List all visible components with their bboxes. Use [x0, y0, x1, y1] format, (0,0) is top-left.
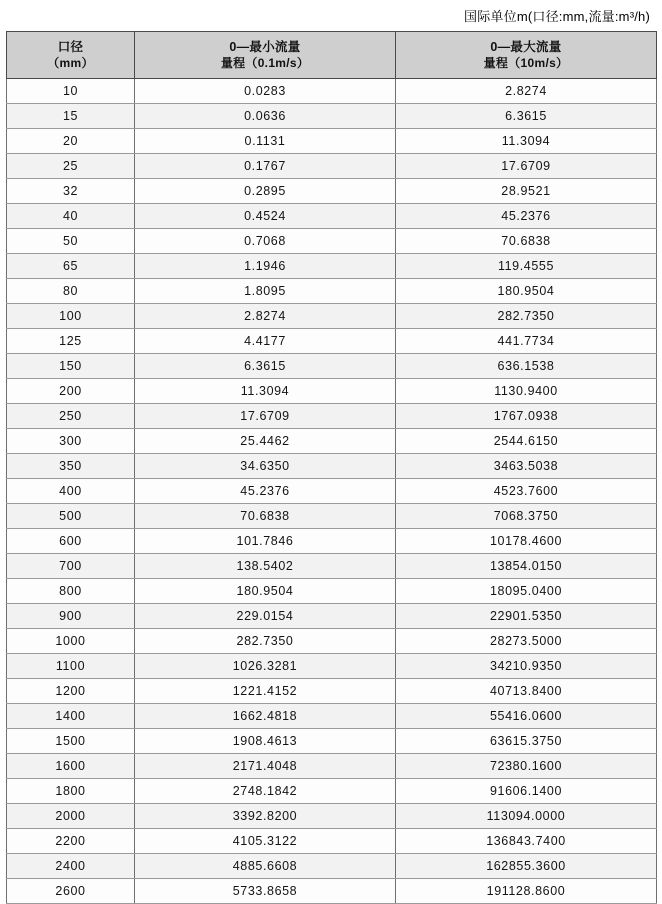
cell-max-flow: 191128.8600 — [396, 879, 657, 904]
cell-max-flow: 282.7350 — [396, 304, 657, 329]
table-row — [7, 804, 657, 829]
cell-diameter: 200 — [7, 379, 135, 404]
units-caption: 国际单位m(口径:mm,流量:m³/h) — [464, 9, 650, 24]
cell-min-flow: 138.5402 — [135, 554, 396, 579]
cell-min-flow: 229.0154 — [135, 604, 396, 629]
table-header — [7, 32, 657, 79]
flow-range-table — [6, 31, 657, 904]
cell-diameter: 400 — [7, 479, 135, 504]
column-header-max-flow-line2: 量程（10m/s） — [483, 56, 569, 70]
cell-diameter: 600 — [7, 529, 135, 554]
cell-min-flow: 2171.4048 — [135, 754, 396, 779]
cell-diameter: 350 — [7, 454, 135, 479]
cell-max-flow: 6.3615 — [396, 104, 657, 129]
cell-diameter: 80 — [7, 279, 135, 304]
column-header-min-flow-line1: 0—最小流量 — [229, 40, 301, 54]
cell-max-flow: 7068.3750 — [396, 504, 657, 529]
cell-diameter: 1000 — [7, 629, 135, 654]
table-row — [7, 479, 657, 504]
table-row — [7, 729, 657, 754]
cell-max-flow: 72380.1600 — [396, 754, 657, 779]
table-row — [7, 204, 657, 229]
table-row — [7, 754, 657, 779]
cell-min-flow: 34.6350 — [135, 454, 396, 479]
table-row — [7, 79, 657, 104]
table-row — [7, 329, 657, 354]
table-row — [7, 304, 657, 329]
cell-max-flow: 162855.3600 — [396, 854, 657, 879]
table-row — [7, 504, 657, 529]
table-row — [7, 129, 657, 154]
table-row — [7, 704, 657, 729]
cell-diameter: 1200 — [7, 679, 135, 704]
cell-max-flow: 1767.0938 — [396, 404, 657, 429]
cell-max-flow: 18095.0400 — [396, 579, 657, 604]
table-row — [7, 654, 657, 679]
table-row — [7, 879, 657, 904]
table-row — [7, 254, 657, 279]
table-header-row — [7, 32, 657, 79]
cell-min-flow: 0.2895 — [135, 179, 396, 204]
cell-min-flow: 25.4462 — [135, 429, 396, 454]
cell-diameter: 900 — [7, 604, 135, 629]
cell-min-flow: 282.7350 — [135, 629, 396, 654]
cell-diameter: 2000 — [7, 804, 135, 829]
cell-max-flow: 10178.4600 — [396, 529, 657, 554]
cell-diameter: 125 — [7, 329, 135, 354]
cell-min-flow: 1908.4613 — [135, 729, 396, 754]
cell-diameter: 300 — [7, 429, 135, 454]
cell-max-flow: 1130.9400 — [396, 379, 657, 404]
column-header-max-flow-line1: 0—最大流量 — [490, 40, 562, 54]
column-header-min-flow — [135, 32, 396, 79]
cell-diameter: 40 — [7, 204, 135, 229]
cell-max-flow: 17.6709 — [396, 154, 657, 179]
table-row — [7, 604, 657, 629]
cell-max-flow: 119.4555 — [396, 254, 657, 279]
column-header-diameter-line2: （mm） — [47, 56, 94, 70]
cell-min-flow: 2748.1842 — [135, 779, 396, 804]
table-row — [7, 854, 657, 879]
table-row — [7, 229, 657, 254]
cell-max-flow: 70.6838 — [396, 229, 657, 254]
cell-min-flow: 4105.3122 — [135, 829, 396, 854]
table-body — [7, 79, 657, 904]
cell-diameter: 10 — [7, 79, 135, 104]
cell-diameter: 1800 — [7, 779, 135, 804]
cell-diameter: 65 — [7, 254, 135, 279]
cell-diameter: 15 — [7, 104, 135, 129]
cell-min-flow: 0.1767 — [135, 154, 396, 179]
table-row — [7, 354, 657, 379]
cell-max-flow: 4523.7600 — [396, 479, 657, 504]
cell-diameter: 2200 — [7, 829, 135, 854]
table-row — [7, 779, 657, 804]
table-row — [7, 579, 657, 604]
table-row — [7, 104, 657, 129]
cell-max-flow: 63615.3750 — [396, 729, 657, 754]
table-row — [7, 529, 657, 554]
cell-min-flow: 1221.4152 — [135, 679, 396, 704]
cell-max-flow: 136843.7400 — [396, 829, 657, 854]
cell-max-flow: 636.1538 — [396, 354, 657, 379]
cell-diameter: 1600 — [7, 754, 135, 779]
cell-max-flow: 28273.5000 — [396, 629, 657, 654]
cell-max-flow: 28.9521 — [396, 179, 657, 204]
cell-min-flow: 4.4177 — [135, 329, 396, 354]
cell-diameter: 2600 — [7, 879, 135, 904]
cell-min-flow: 0.7068 — [135, 229, 396, 254]
cell-min-flow: 6.3615 — [135, 354, 396, 379]
cell-min-flow: 0.0283 — [135, 79, 396, 104]
cell-diameter: 800 — [7, 579, 135, 604]
cell-min-flow: 180.9504 — [135, 579, 396, 604]
cell-diameter: 20 — [7, 129, 135, 154]
column-header-diameter-line1: 口径 — [57, 40, 84, 54]
cell-min-flow: 0.0636 — [135, 104, 396, 129]
cell-diameter: 25 — [7, 154, 135, 179]
cell-min-flow: 1026.3281 — [135, 654, 396, 679]
column-header-max-flow — [396, 32, 657, 79]
cell-min-flow: 0.4524 — [135, 204, 396, 229]
cell-max-flow: 34210.9350 — [396, 654, 657, 679]
table-row — [7, 454, 657, 479]
column-header-diameter — [7, 32, 135, 79]
cell-max-flow: 40713.8400 — [396, 679, 657, 704]
cell-max-flow: 180.9504 — [396, 279, 657, 304]
cell-diameter: 2400 — [7, 854, 135, 879]
cell-max-flow: 113094.0000 — [396, 804, 657, 829]
cell-min-flow: 5733.8658 — [135, 879, 396, 904]
cell-diameter: 32 — [7, 179, 135, 204]
cell-max-flow: 11.3094 — [396, 129, 657, 154]
cell-min-flow: 0.1131 — [135, 129, 396, 154]
cell-min-flow: 101.7846 — [135, 529, 396, 554]
cell-max-flow: 91606.1400 — [396, 779, 657, 804]
cell-min-flow: 17.6709 — [135, 404, 396, 429]
table-row — [7, 154, 657, 179]
cell-diameter: 100 — [7, 304, 135, 329]
cell-diameter: 1400 — [7, 704, 135, 729]
column-header-min-flow-line2: 量程（0.1m/s） — [220, 56, 310, 70]
cell-max-flow: 22901.5350 — [396, 604, 657, 629]
cell-diameter: 150 — [7, 354, 135, 379]
cell-max-flow: 45.2376 — [396, 204, 657, 229]
table-row — [7, 629, 657, 654]
table-row — [7, 379, 657, 404]
cell-max-flow: 13854.0150 — [396, 554, 657, 579]
table-row — [7, 554, 657, 579]
cell-min-flow: 1.8095 — [135, 279, 396, 304]
cell-min-flow: 45.2376 — [135, 479, 396, 504]
cell-diameter: 500 — [7, 504, 135, 529]
table-row — [7, 829, 657, 854]
cell-diameter: 50 — [7, 229, 135, 254]
table-row — [7, 429, 657, 454]
cell-min-flow: 2.8274 — [135, 304, 396, 329]
cell-max-flow: 3463.5038 — [396, 454, 657, 479]
cell-min-flow: 1662.4818 — [135, 704, 396, 729]
cell-min-flow: 1.1946 — [135, 254, 396, 279]
cell-max-flow: 55416.0600 — [396, 704, 657, 729]
cell-max-flow: 2544.6150 — [396, 429, 657, 454]
cell-max-flow: 441.7734 — [396, 329, 657, 354]
cell-min-flow: 4885.6608 — [135, 854, 396, 879]
table-row — [7, 279, 657, 304]
cell-diameter: 1100 — [7, 654, 135, 679]
cell-min-flow: 11.3094 — [135, 379, 396, 404]
cell-max-flow: 2.8274 — [396, 79, 657, 104]
table-row — [7, 679, 657, 704]
cell-diameter: 250 — [7, 404, 135, 429]
cell-diameter: 1500 — [7, 729, 135, 754]
cell-diameter: 700 — [7, 554, 135, 579]
table-row — [7, 179, 657, 204]
cell-min-flow: 3392.8200 — [135, 804, 396, 829]
cell-min-flow: 70.6838 — [135, 504, 396, 529]
table-row — [7, 404, 657, 429]
